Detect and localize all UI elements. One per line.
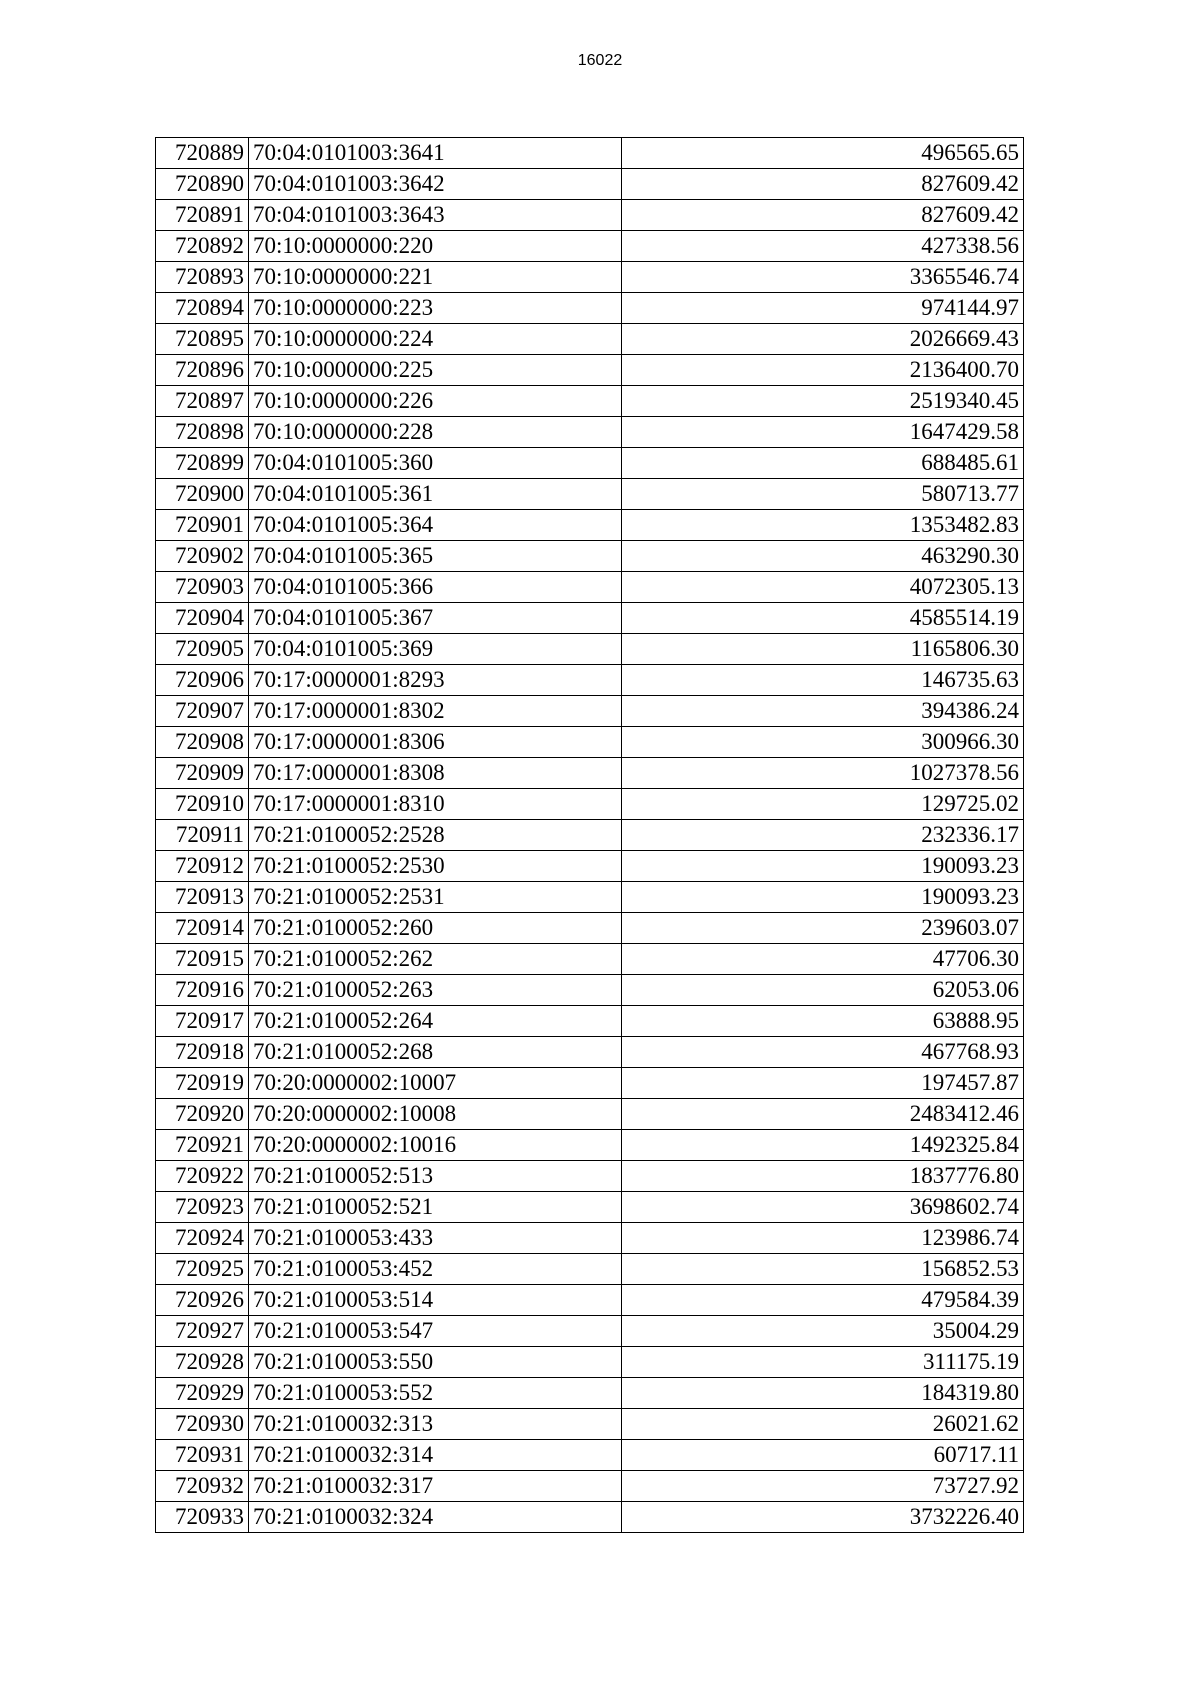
- cadastral-value-cell: 3698602.74: [622, 1192, 1024, 1223]
- table-row: [156, 820, 1024, 851]
- row-id-cell: 720898: [156, 417, 249, 448]
- cadastral-value-cell: 129725.02: [622, 789, 1024, 820]
- cadastral-value-cell: 479584.39: [622, 1285, 1024, 1316]
- cadastral-number-cell: 70:21:0100032:314: [249, 1440, 622, 1471]
- cadastral-value-cell: 190093.23: [622, 851, 1024, 882]
- table-row: [156, 789, 1024, 820]
- cadastral-value-cell: 827609.42: [622, 169, 1024, 200]
- cadastral-number-cell: 70:17:0000001:8310: [249, 789, 622, 820]
- cadastral-number-cell: 70:21:0100052:2530: [249, 851, 622, 882]
- table-row: [156, 1223, 1024, 1254]
- table-row: [156, 758, 1024, 789]
- row-id-cell: 720910: [156, 789, 249, 820]
- cadastral-number-cell: 70:04:0101005:361: [249, 479, 622, 510]
- cadastral-value-cell: 394386.24: [622, 696, 1024, 727]
- row-id-cell: 720923: [156, 1192, 249, 1223]
- cadastral-value-cell: 974144.97: [622, 293, 1024, 324]
- row-id-cell: 720905: [156, 634, 249, 665]
- table-row: [156, 417, 1024, 448]
- row-id-cell: 720914: [156, 913, 249, 944]
- row-id-cell: 720894: [156, 293, 249, 324]
- table-row: [156, 1347, 1024, 1378]
- row-id-cell: 720924: [156, 1223, 249, 1254]
- row-id-cell: 720900: [156, 479, 249, 510]
- cadastral-value-cell: 300966.30: [622, 727, 1024, 758]
- row-id-cell: 720927: [156, 1316, 249, 1347]
- cadastral-number-cell: 70:04:0101005:365: [249, 541, 622, 572]
- row-id-cell: 720912: [156, 851, 249, 882]
- cadastral-value-cell: 60717.11: [622, 1440, 1024, 1471]
- table-row: [156, 727, 1024, 758]
- row-id-cell: 720908: [156, 727, 249, 758]
- table-row: [156, 510, 1024, 541]
- cadastral-value-cell: 688485.61: [622, 448, 1024, 479]
- cadastral-number-cell: 70:21:0100053:433: [249, 1223, 622, 1254]
- cadastral-value-cell: 1165806.30: [622, 634, 1024, 665]
- cadastral-number-cell: 70:04:0101005:366: [249, 572, 622, 603]
- cadastral-value-cell: 62053.06: [622, 975, 1024, 1006]
- cadastral-number-cell: 70:10:0000000:225: [249, 355, 622, 386]
- cadastral-number-cell: 70:21:0100053:547: [249, 1316, 622, 1347]
- row-id-cell: 720932: [156, 1471, 249, 1502]
- cadastral-value-cell: 47706.30: [622, 944, 1024, 975]
- row-id-cell: 720907: [156, 696, 249, 727]
- cadastral-value-cell: 427338.56: [622, 231, 1024, 262]
- row-id-cell: 720917: [156, 1006, 249, 1037]
- row-id-cell: 720913: [156, 882, 249, 913]
- table-row: [156, 1502, 1024, 1533]
- cadastral-number-cell: 70:17:0000001:8293: [249, 665, 622, 696]
- cadastral-number-cell: 70:17:0000001:8306: [249, 727, 622, 758]
- cadastral-number-cell: 70:21:0100032:317: [249, 1471, 622, 1502]
- row-id-cell: 720925: [156, 1254, 249, 1285]
- table-row: [156, 1130, 1024, 1161]
- table-row: [156, 1254, 1024, 1285]
- cadastral-number-cell: 70:04:0101005:364: [249, 510, 622, 541]
- row-id-cell: 720896: [156, 355, 249, 386]
- page-number: 16022: [577, 52, 623, 69]
- cadastral-number-cell: 70:21:0100052:268: [249, 1037, 622, 1068]
- row-id-cell: 720928: [156, 1347, 249, 1378]
- cadastral-number-cell: 70:10:0000000:223: [249, 293, 622, 324]
- cadastral-number-cell: 70:20:0000002:10016: [249, 1130, 622, 1161]
- cadastral-value-cell: 190093.23: [622, 882, 1024, 913]
- table-row: [156, 1316, 1024, 1347]
- cadastral-value-cell: 580713.77: [622, 479, 1024, 510]
- table-row: [156, 634, 1024, 665]
- cadastral-value-cell: 1837776.80: [622, 1161, 1024, 1192]
- cadastral-number-cell: 70:21:0100052:263: [249, 975, 622, 1006]
- row-id-cell: 720916: [156, 975, 249, 1006]
- cadastral-value-cell: 35004.29: [622, 1316, 1024, 1347]
- cadastral-number-cell: 70:21:0100052:260: [249, 913, 622, 944]
- row-id-cell: 720904: [156, 603, 249, 634]
- row-id-cell: 720892: [156, 231, 249, 262]
- cadastral-value-cell: 1027378.56: [622, 758, 1024, 789]
- table-row: [156, 479, 1024, 510]
- cadastral-value-cell: 496565.65: [622, 138, 1024, 169]
- cadastral-number-cell: 70:21:0100052:2528: [249, 820, 622, 851]
- cadastral-value-cell: 463290.30: [622, 541, 1024, 572]
- row-id-cell: 720919: [156, 1068, 249, 1099]
- table-row: [156, 200, 1024, 231]
- row-id-cell: 720903: [156, 572, 249, 603]
- table-row: [156, 386, 1024, 417]
- cadastral-value-cell: 1492325.84: [622, 1130, 1024, 1161]
- cadastral-value-cell: 156852.53: [622, 1254, 1024, 1285]
- row-id-cell: 720890: [156, 169, 249, 200]
- table-row: [156, 975, 1024, 1006]
- cadastral-value-cell: 184319.80: [622, 1378, 1024, 1409]
- cadastral-value-cell: 3365546.74: [622, 262, 1024, 293]
- cadastral-number-cell: 70:04:0101003:3642: [249, 169, 622, 200]
- row-id-cell: 720897: [156, 386, 249, 417]
- cadastral-number-cell: 70:04:0101005:367: [249, 603, 622, 634]
- row-id-cell: 720906: [156, 665, 249, 696]
- row-id-cell: 720930: [156, 1409, 249, 1440]
- table-row: [156, 1471, 1024, 1502]
- cadastral-number-cell: 70:21:0100032:313: [249, 1409, 622, 1440]
- cadastral-value-cell: 4072305.13: [622, 572, 1024, 603]
- cadastral-value-cell: 2136400.70: [622, 355, 1024, 386]
- row-id-cell: 720921: [156, 1130, 249, 1161]
- cadastral-number-cell: 70:04:0101005:369: [249, 634, 622, 665]
- row-id-cell: 720931: [156, 1440, 249, 1471]
- cadastral-value-cell: 63888.95: [622, 1006, 1024, 1037]
- cadastral-number-cell: 70:10:0000000:226: [249, 386, 622, 417]
- table-body: [156, 138, 1024, 1533]
- cadastral-number-cell: 70:21:0100052:513: [249, 1161, 622, 1192]
- table-row: [156, 1006, 1024, 1037]
- table-row: [156, 665, 1024, 696]
- table-row: [156, 262, 1024, 293]
- row-id-cell: 720891: [156, 200, 249, 231]
- cadastral-value-cell: 232336.17: [622, 820, 1024, 851]
- row-id-cell: 720926: [156, 1285, 249, 1316]
- cadastral-number-cell: 70:04:0101003:3643: [249, 200, 622, 231]
- table-row: [156, 324, 1024, 355]
- cadastral-value-cell: 1353482.83: [622, 510, 1024, 541]
- cadastral-number-cell: 70:10:0000000:220: [249, 231, 622, 262]
- cadastral-number-cell: 70:21:0100052:262: [249, 944, 622, 975]
- table-row: [156, 913, 1024, 944]
- cadastral-value-cell: 4585514.19: [622, 603, 1024, 634]
- cadastral-value-cell: 26021.62: [622, 1409, 1024, 1440]
- table-row: [156, 1285, 1024, 1316]
- cadastral-value-cell: 2026669.43: [622, 324, 1024, 355]
- table-row: [156, 882, 1024, 913]
- cadastral-number-cell: 70:10:0000000:228: [249, 417, 622, 448]
- cadastral-value-cell: 239603.07: [622, 913, 1024, 944]
- cadastral-number-cell: 70:10:0000000:221: [249, 262, 622, 293]
- row-id-cell: 720889: [156, 138, 249, 169]
- cadastral-number-cell: 70:10:0000000:224: [249, 324, 622, 355]
- row-id-cell: 720918: [156, 1037, 249, 1068]
- table-row: [156, 1192, 1024, 1223]
- cadastral-number-cell: 70:21:0100052:521: [249, 1192, 622, 1223]
- cadastral-number-cell: 70:21:0100053:552: [249, 1378, 622, 1409]
- table-row: [156, 572, 1024, 603]
- cadastral-value-table: [155, 137, 1024, 1533]
- table-row: [156, 355, 1024, 386]
- cadastral-value-cell: 2519340.45: [622, 386, 1024, 417]
- cadastral-value-cell: 146735.63: [622, 665, 1024, 696]
- cadastral-value-cell: 2483412.46: [622, 1099, 1024, 1130]
- cadastral-value-cell: 197457.87: [622, 1068, 1024, 1099]
- row-id-cell: 720902: [156, 541, 249, 572]
- table-row: [156, 1068, 1024, 1099]
- cadastral-number-cell: 70:17:0000001:8302: [249, 696, 622, 727]
- row-id-cell: 720920: [156, 1099, 249, 1130]
- cadastral-number-cell: 70:04:0101003:3641: [249, 138, 622, 169]
- table-row: [156, 1099, 1024, 1130]
- cadastral-number-cell: 70:21:0100053:550: [249, 1347, 622, 1378]
- table-row: [156, 603, 1024, 634]
- row-id-cell: 720893: [156, 262, 249, 293]
- table-row: [156, 851, 1024, 882]
- row-id-cell: 720899: [156, 448, 249, 479]
- cadastral-number-cell: 70:21:0100052:264: [249, 1006, 622, 1037]
- table-row: [156, 1037, 1024, 1068]
- table-row: [156, 696, 1024, 727]
- cadastral-number-cell: 70:17:0000001:8308: [249, 758, 622, 789]
- cadastral-value-cell: 73727.92: [622, 1471, 1024, 1502]
- table-row: [156, 1409, 1024, 1440]
- row-id-cell: 720911: [156, 820, 249, 851]
- cadastral-value-cell: 311175.19: [622, 1347, 1024, 1378]
- row-id-cell: 720901: [156, 510, 249, 541]
- table-row: [156, 231, 1024, 262]
- row-id-cell: 720915: [156, 944, 249, 975]
- cadastral-value-cell: 123986.74: [622, 1223, 1024, 1254]
- row-id-cell: 720933: [156, 1502, 249, 1533]
- table-row: [156, 1378, 1024, 1409]
- table-row: [156, 541, 1024, 572]
- cadastral-number-cell: 70:20:0000002:10007: [249, 1068, 622, 1099]
- cadastral-number-cell: 70:04:0101005:360: [249, 448, 622, 479]
- cadastral-value-cell: 3732226.40: [622, 1502, 1024, 1533]
- table-row: [156, 1161, 1024, 1192]
- cadastral-number-cell: 70:21:0100053:452: [249, 1254, 622, 1285]
- row-id-cell: 720922: [156, 1161, 249, 1192]
- row-id-cell: 720909: [156, 758, 249, 789]
- cadastral-value-cell: 1647429.58: [622, 417, 1024, 448]
- table-row: [156, 169, 1024, 200]
- table-row: [156, 944, 1024, 975]
- table-row: [156, 138, 1024, 169]
- cadastral-number-cell: 70:21:0100053:514: [249, 1285, 622, 1316]
- row-id-cell: 720929: [156, 1378, 249, 1409]
- cadastral-number-cell: 70:21:0100052:2531: [249, 882, 622, 913]
- table-row: [156, 448, 1024, 479]
- cadastral-number-cell: 70:21:0100032:324: [249, 1502, 622, 1533]
- cadastral-value-cell: 827609.42: [622, 200, 1024, 231]
- row-id-cell: 720895: [156, 324, 249, 355]
- cadastral-value-cell: 467768.93: [622, 1037, 1024, 1068]
- cadastral-number-cell: 70:20:0000002:10008: [249, 1099, 622, 1130]
- table-row: [156, 1440, 1024, 1471]
- table-row: [156, 293, 1024, 324]
